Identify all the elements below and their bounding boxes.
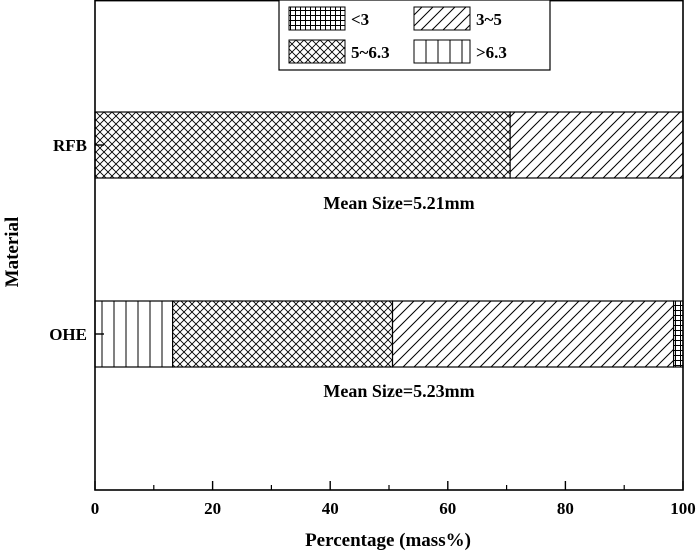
legend-label-gt6-3: >6.3 xyxy=(476,43,507,62)
y-axis-title: Material xyxy=(2,216,23,288)
annotation-rfb-mean-size: Mean Size=5.21mm xyxy=(323,193,475,213)
bar-ohe-segment-0 xyxy=(95,301,173,367)
x-tick-label-1: 20 xyxy=(204,499,222,518)
annotation-ohe-mean-size: Mean Size=5.23mm xyxy=(323,381,475,401)
x-tick-label-3: 60 xyxy=(439,499,457,518)
bar-ohe-segment-2 xyxy=(393,301,674,367)
legend-swatch-3to5 xyxy=(414,7,470,30)
x-tick-label-4: 80 xyxy=(556,499,574,518)
y-tick-label-ohe: OHE xyxy=(49,325,87,344)
legend-swatch-gt6-3 xyxy=(414,40,470,63)
x-axis-title: Percentage (mass%) xyxy=(305,530,471,551)
x-tick-label-5: 100 xyxy=(670,499,696,518)
x-tick-label-2: 40 xyxy=(321,499,339,518)
legend-label-lt3: <3 xyxy=(351,10,370,29)
legend-label-3to5: 3~5 xyxy=(476,10,502,29)
legend xyxy=(279,0,550,70)
bar-ohe-segment-3 xyxy=(674,301,683,367)
bar-rfb-segment-2 xyxy=(510,112,683,178)
y-tick-label-rfb: RFB xyxy=(53,136,87,155)
plot-frame xyxy=(95,1,683,490)
legend-swatch-lt3 xyxy=(289,7,345,30)
legend-label-5to6-3: 5~6.3 xyxy=(351,43,390,62)
bar-rfb-segment-1 xyxy=(95,112,510,178)
bar-ohe-segment-1 xyxy=(173,301,393,367)
x-tick-label-0: 0 xyxy=(90,499,100,518)
legend-swatch-5to6-3 xyxy=(289,40,345,63)
plot-area xyxy=(49,1,696,518)
